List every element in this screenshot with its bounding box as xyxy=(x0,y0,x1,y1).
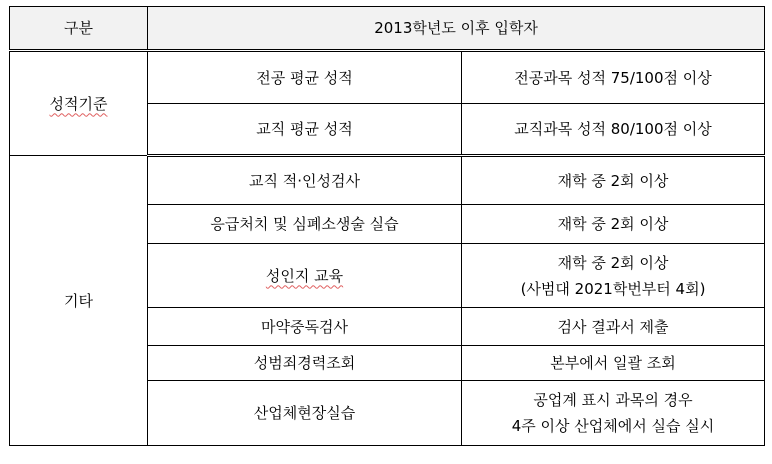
item-cell: 마약중독검사 xyxy=(148,308,462,346)
requirements-table xyxy=(9,6,765,446)
group-label-grade-text: 성적기준 xyxy=(49,94,108,113)
item-cell: 성범죄경력조회 xyxy=(148,346,462,381)
header-category: 구분 xyxy=(10,7,148,51)
requirement-line: (사범대 2021학번부터 4회) xyxy=(520,279,706,298)
requirement-cell: 검사 결과서 제출 xyxy=(462,308,765,346)
item-cell: 교직 평균 성적 xyxy=(148,104,462,156)
item-cell: 전공 평균 성적 xyxy=(148,51,462,104)
header-cohort: 2013학년도 이후 입학자 xyxy=(148,7,765,51)
requirement-cell: 재학 중 2회 이상 xyxy=(462,156,765,205)
requirement-line: 공업계 표시 과목의 경우 xyxy=(533,391,693,409)
item-cell: 교직 적·인성검사 xyxy=(148,156,462,205)
requirement-cell xyxy=(462,244,765,308)
requirement-cell: 전공과목 성적 75/100점 이상 xyxy=(462,51,765,104)
group-label-grade xyxy=(10,51,148,156)
table-row xyxy=(10,51,765,104)
table-row xyxy=(10,156,765,205)
requirement-cell: 본부에서 일괄 조회 xyxy=(462,346,765,381)
item-cell xyxy=(148,244,462,308)
requirement-cell: 교직과목 성적 80/100점 이상 xyxy=(462,104,765,156)
requirement-line: 재학 중 2회 이상 xyxy=(557,253,669,272)
item-text: 성인지 교육 xyxy=(265,266,344,285)
header-row xyxy=(10,7,765,51)
item-cell: 산업체현장실습 xyxy=(148,381,462,446)
requirement-cell: 재학 중 2회 이상 xyxy=(462,205,765,244)
item-cell: 응급처치 및 심폐소생술 실습 xyxy=(148,205,462,244)
requirement-line: 4주 이상 산업체에서 실습 실시 xyxy=(511,417,715,435)
requirement-cell xyxy=(462,381,765,446)
group-label-other: 기타 xyxy=(10,156,148,446)
